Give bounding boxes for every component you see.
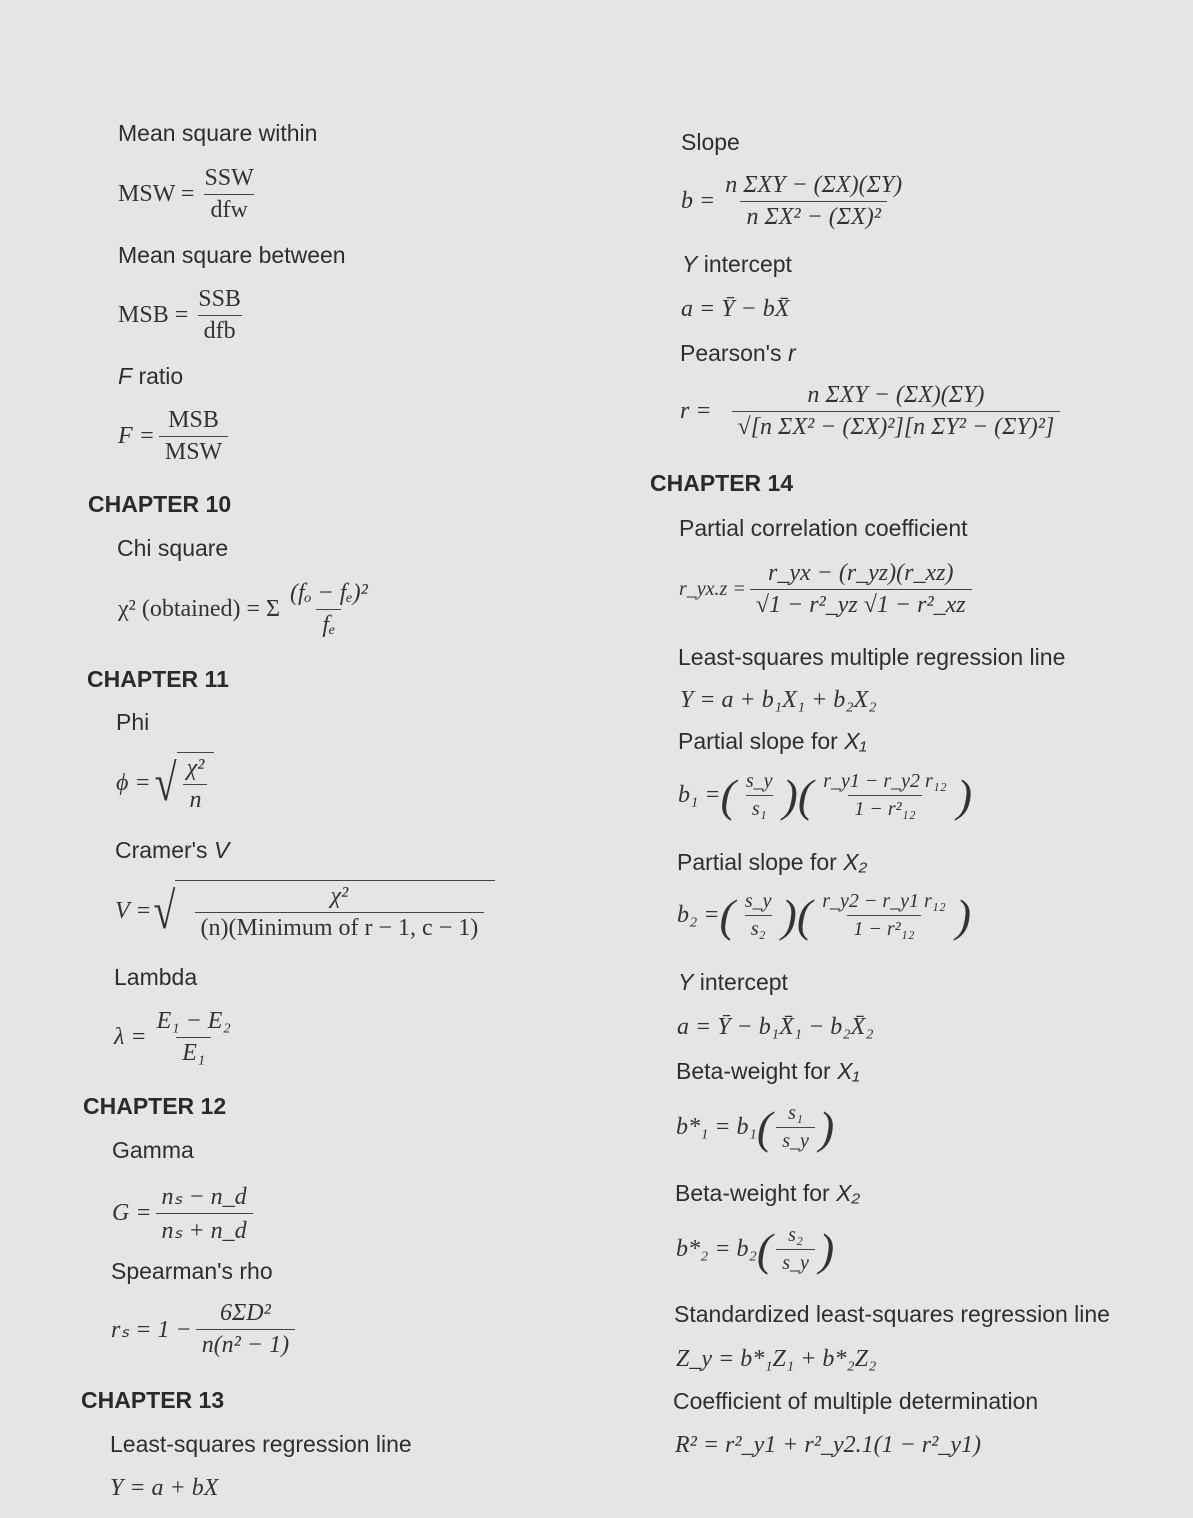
bw1-denominator: s_y (776, 1127, 815, 1153)
phi-formula (116, 752, 214, 814)
lambda-label: Lambda (114, 964, 198, 990)
gamma-numerator: nₛ − n_d (161, 1184, 247, 1210)
beta-weight-x2-label-a: Beta-weight for (675, 1180, 837, 1206)
chapter-10-heading: CHAPTER 10 (88, 491, 232, 517)
beta-weight-x2-formula (676, 1224, 834, 1275)
standardized-regression-equation: Z_y = b*₁Z₁ + b*₂Z₂ (676, 1346, 877, 1372)
left-paren-icon: ( (719, 889, 735, 941)
lambda-lhs: λ = (114, 1024, 147, 1050)
beta-weight-x1-label-a: Beta-weight for (676, 1058, 838, 1084)
gamma-label: Gamma (112, 1137, 194, 1163)
msw-label: Mean square within (118, 120, 318, 146)
partial-slope-x2-label-a: Partial slope for (677, 849, 844, 875)
slope-numerator: n ΣXY − (ΣX)(ΣY) (725, 172, 903, 198)
chi-numerator: (fₒ − fₑ)² (289, 580, 368, 606)
gamma-denominator: nₛ + n_d (156, 1213, 253, 1245)
pearsons-r-label-a: Pearson's (680, 340, 788, 366)
y-intercept-2-label-a: Y (678, 969, 694, 995)
left-paren-icon: ( (797, 769, 814, 821)
chi-square-formula (118, 580, 378, 639)
partial-correlation-lhs: r_yx.z = (679, 578, 746, 600)
beta-weight-x1-label (676, 1058, 860, 1085)
lambda-denominator: E₁ (176, 1037, 211, 1067)
chapter-14-heading: CHAPTER 14 (650, 470, 794, 496)
left-paren-icon: ( (796, 889, 813, 941)
f-ratio-label-rest: ratio (132, 363, 184, 389)
partial-slope-x1-label-a: Partial slope for (678, 728, 845, 754)
left-paren-icon: ( (756, 1101, 773, 1153)
chi-denominator: fₑ (316, 609, 341, 639)
y-intercept-equation: a = Ȳ − bX̄ (681, 296, 790, 322)
chapter-13-heading: CHAPTER 13 (81, 1387, 225, 1413)
msb-denominator: dfb (198, 315, 242, 345)
partial-correlation-numerator: r_yx − (r_yz)(r_xz) (767, 560, 954, 586)
partial-correlation-label: Partial correlation coefficient (679, 515, 968, 541)
spearman-formula (111, 1300, 299, 1359)
ps2-f1-numerator: s_y (744, 890, 772, 912)
f-denominator: MSW (159, 436, 228, 466)
standardized-regression-label: Standardized least-squares regression line (674, 1301, 1110, 1327)
chapter-11-heading: CHAPTER 11 (87, 666, 229, 692)
radical-icon: √ (154, 753, 177, 812)
f-lhs: F = (118, 423, 155, 449)
cramers-v-label-b: V (213, 837, 230, 863)
spearman-label: Spearman's rho (111, 1258, 273, 1284)
spearman-denominator: n(n² − 1) (196, 1329, 295, 1359)
left-paren-icon: ( (720, 769, 736, 821)
multiple-determination-label: Coefficient of multiple determination (673, 1388, 1039, 1414)
partial-slope-x1-label (678, 728, 867, 755)
beta-weight-x2-label (675, 1180, 860, 1207)
multiple-regression-label: Least-squares multiple regression line (678, 644, 1066, 670)
cramers-v-numerator: χ² (330, 883, 349, 909)
right-paren-icon: ) (782, 769, 798, 821)
y-intercept-label (682, 251, 792, 278)
partial-slope-x2-label (677, 849, 867, 876)
chi-lhs: χ² (obtained) = Σ (118, 596, 280, 622)
partial-slope-x1-formula (678, 770, 972, 821)
left-paren-icon: ( (756, 1223, 773, 1275)
partial-correlation-denominator-a: 1 − r²_yz (769, 592, 858, 618)
phi-label: Phi (116, 709, 150, 735)
msb-lhs: MSB = (118, 302, 189, 328)
cramers-v-lhs: V = (115, 897, 152, 924)
cramers-v-label-a: Cramer's (115, 837, 214, 863)
bw2-denominator: s_y (776, 1249, 815, 1275)
ps2-f1-denominator: s₂ (745, 915, 772, 941)
chi-square-label: Chi square (117, 535, 229, 561)
gamma-lhs: G = (112, 1200, 152, 1226)
y-intercept-label-b: intercept (697, 251, 792, 277)
radical-icon: √ (755, 592, 769, 618)
ps2-f2-numerator: r_y2 − r_y1 r₁₂ (822, 890, 946, 912)
spearman-lhs: rₛ = 1 − (111, 1317, 192, 1343)
msw-lhs: MSW = (118, 181, 195, 207)
ps1-f1-numerator: s_y (745, 770, 773, 792)
f-ratio-label-var: F (118, 363, 133, 389)
msb-label: Mean square between (118, 242, 346, 268)
ps1-f1-denominator: s₁ (746, 795, 773, 821)
msb-numerator: SSB (198, 286, 241, 312)
right-paren-icon: ) (818, 1101, 835, 1153)
partial-slope-x2-label-b: X₂ (843, 849, 868, 875)
right-paren-icon: ) (818, 1223, 835, 1275)
pearsons-r-formula (680, 382, 1064, 441)
y-intercept-label-a: Y (682, 251, 698, 277)
right-paren-icon: ) (955, 889, 972, 941)
pearsons-r-denominator: [n ΣX² − (ΣX)²][n ΣY² − (ΣY)²] (750, 414, 1055, 440)
beta-weight-x1-label-b: X₁ (837, 1058, 860, 1084)
radical-icon: √ (153, 881, 176, 940)
right-paren-icon: ) (781, 889, 797, 941)
ps2-f2-denominator: 1 − r²₁₂ (847, 915, 920, 941)
beta-weight-x1-lhs: b*₁ = b₁ (676, 1114, 757, 1140)
partial-correlation-denominator-b: 1 − r²_xz (876, 592, 966, 618)
phi-numerator: χ² (186, 755, 205, 781)
f-numerator: MSB (168, 407, 219, 433)
beta-weight-x2-label-b: X₂ (836, 1180, 861, 1206)
msw-denominator: dfw (204, 194, 253, 224)
bw1-numerator: s₁ (788, 1102, 803, 1124)
phi-denominator: n (183, 784, 207, 814)
ps1-f2-denominator: 1 − r²₁₂ (848, 795, 921, 821)
lambda-formula (114, 1008, 241, 1067)
bw2-numerator: s₂ (788, 1224, 803, 1246)
multiple-determination-equation: R² = r²_y1 + r²_y2.1(1 − r²_y1) (675, 1432, 981, 1458)
partial-correlation-formula (679, 560, 976, 619)
lsr-label: Least-squares regression line (110, 1431, 412, 1457)
pearsons-r-lhs: r = (680, 398, 712, 424)
chapter-12-heading: CHAPTER 12 (83, 1093, 227, 1119)
partial-slope-x2-formula (677, 890, 971, 941)
pearsons-r-label-b: r (787, 340, 796, 366)
slope-formula (681, 172, 912, 231)
beta-weight-x1-formula (676, 1102, 834, 1153)
ps1-f2-numerator: r_y1 − r_y2 r₁₂ (823, 770, 947, 792)
slope-label: Slope (681, 129, 740, 155)
beta-weight-x2-lhs: b*₂ = b₂ (676, 1236, 757, 1262)
pearsons-r-label (680, 340, 796, 367)
cramers-v-formula (115, 880, 495, 942)
multiple-regression-equation: Y = a + b₁X₁ + b₂X₂ (680, 687, 877, 713)
y-intercept-2-label (678, 969, 788, 996)
cramers-v-denominator: (n)(Minimum of r − 1, c − 1) (195, 912, 485, 942)
gamma-formula (112, 1182, 257, 1245)
y-intercept-2-label-b: intercept (693, 969, 788, 995)
lsr-equation: Y = a + bX (110, 1475, 219, 1501)
partial-slope-x1-lhs: b₁ = (678, 782, 721, 808)
slope-denominator: n ΣX² − (ΣX)² (740, 201, 886, 231)
y-intercept-2-equation: a = Ȳ − b₁X̄₁ − b₂X̄₂ (677, 1014, 874, 1040)
radical-icon: √ (737, 414, 751, 440)
pearsons-r-numerator: n ΣXY − (ΣX)(ΣY) (807, 382, 985, 408)
msw-numerator: SSW (204, 165, 254, 191)
phi-lhs: ϕ = (116, 769, 151, 796)
radical-icon: √ (863, 592, 877, 618)
right-paren-icon: ) (956, 769, 973, 821)
spearman-numerator: 6ΣD² (219, 1300, 271, 1326)
msb-formula (118, 286, 251, 345)
f-ratio-formula (118, 407, 232, 466)
f-ratio-label (118, 363, 183, 390)
lambda-numerator: E₁ − E₂ (156, 1008, 231, 1034)
slope-lhs: b = (681, 188, 716, 214)
partial-slope-x2-lhs: b₂ = (677, 902, 720, 928)
partial-slope-x1-label-b: X₁ (844, 728, 867, 754)
cramers-v-label (115, 837, 229, 864)
msw-formula (118, 165, 264, 224)
